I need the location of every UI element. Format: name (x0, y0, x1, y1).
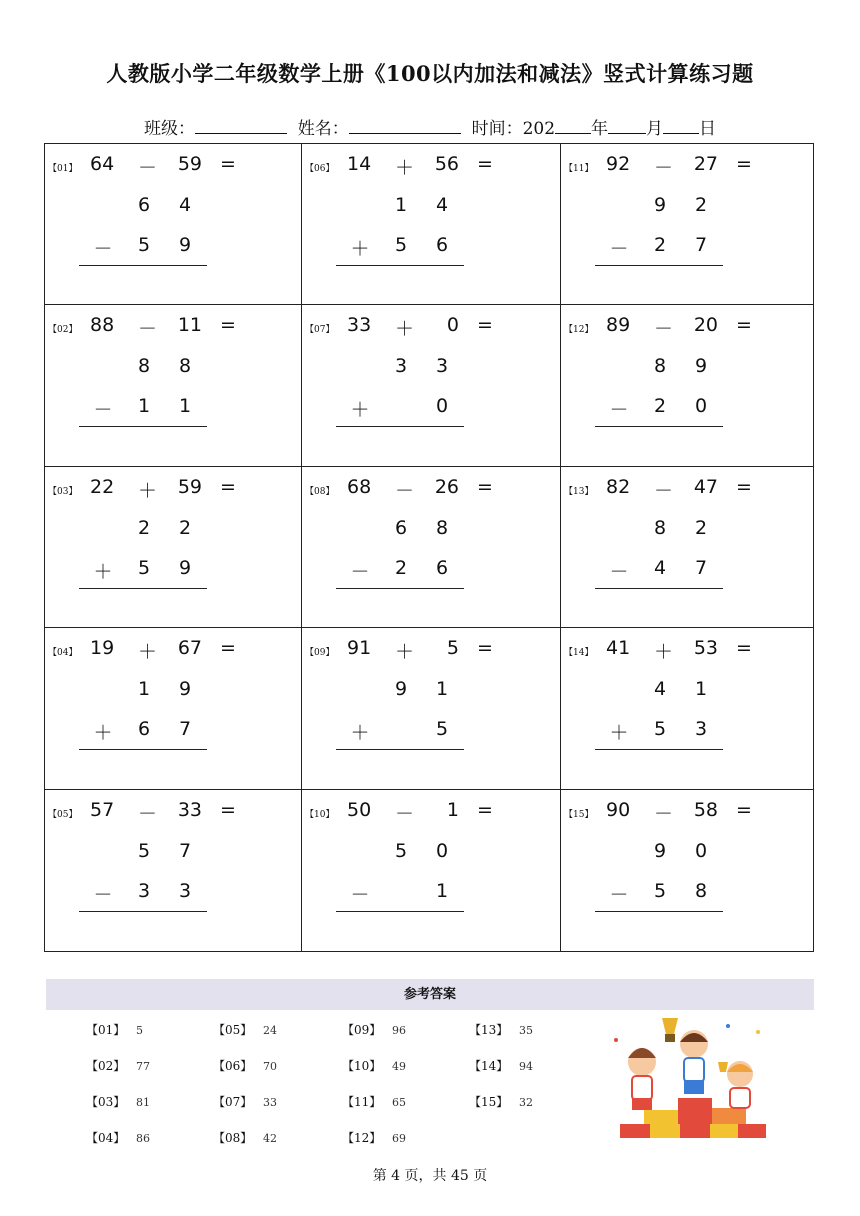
equals-sign: = (736, 475, 752, 498)
problem-grid (44, 143, 814, 952)
equals-sign: = (220, 798, 236, 821)
answer-item (213, 1129, 277, 1146)
vertical-form (336, 194, 464, 274)
problem-number: 【09】 (305, 648, 335, 659)
vertical-row-top (595, 840, 723, 880)
vertical-row-top (595, 194, 723, 234)
answer-value: 81 (136, 1096, 150, 1109)
answer-key: 【08】 (213, 1131, 253, 1145)
digit-tens: 2 (653, 395, 667, 418)
vertical-form (595, 194, 723, 274)
operand-a: 82 (606, 475, 631, 498)
vertical-form (336, 517, 464, 597)
vertical-row-bottom (336, 880, 464, 920)
answer-item (469, 1093, 533, 1110)
answer-line[interactable] (336, 426, 464, 427)
operand-a: 88 (90, 314, 115, 337)
problem-cell (45, 467, 302, 628)
vertical-operator: － (609, 883, 629, 906)
digit-ones: 9 (178, 234, 192, 256)
vertical-row-bottom (336, 395, 464, 435)
answer-value: 5 (136, 1024, 143, 1037)
digit-ones: 6 (435, 234, 449, 256)
answer-key: 【07】 (213, 1095, 253, 1109)
operand-a: 19 (90, 637, 115, 660)
vertical-operator: － (93, 238, 113, 260)
vertical-row-bottom (79, 880, 207, 920)
digit-tens: 4 (653, 678, 667, 701)
digit-tens: 4 (653, 556, 667, 579)
operand-b: 20 (693, 314, 718, 337)
digit-tens: 1 (137, 395, 151, 418)
operator: － (654, 479, 674, 502)
digit-tens: 2 (137, 516, 151, 539)
operand-a: 14 (347, 153, 372, 175)
digit-tens: 6 (137, 718, 151, 741)
day-label: 日 (699, 119, 717, 139)
operand-a: 90 (606, 798, 631, 821)
vertical-operator: － (350, 883, 370, 906)
vertical-row-bottom (595, 718, 723, 758)
problem-cell (302, 628, 561, 789)
answer-key: 【01】 (86, 1023, 126, 1037)
problem-cell (45, 628, 302, 789)
digit-ones: 9 (178, 678, 192, 701)
problem-number: 【04】 (48, 648, 78, 659)
operator: － (395, 802, 415, 825)
vertical-row-top (336, 678, 464, 718)
vertical-operator: － (93, 399, 113, 422)
digit-tens: 9 (394, 678, 408, 701)
vertical-operator: ＋ (93, 722, 113, 745)
equals-sign: = (220, 153, 236, 175)
digit-ones: 0 (694, 839, 708, 862)
answer-line[interactable] (595, 588, 723, 589)
vertical-operator: ＋ (609, 722, 629, 745)
problem-cell (45, 790, 302, 951)
class-label: 班级： (143, 119, 195, 139)
answer-value: 86 (136, 1132, 150, 1145)
problem-number: 【15】 (564, 809, 594, 820)
vertical-row-top (79, 840, 207, 880)
operand-b: 67 (177, 637, 202, 660)
problem-number: 【08】 (305, 486, 335, 497)
vertical-operator: － (609, 238, 629, 260)
operator: － (654, 318, 674, 341)
problem-number: 【12】 (564, 325, 594, 336)
operator: ＋ (138, 479, 158, 502)
problem-number: 【02】 (48, 325, 78, 336)
digit-ones: 1 (435, 879, 449, 902)
problem-cell (561, 790, 813, 951)
answer-key: 【10】 (342, 1059, 382, 1073)
problem-cell (45, 144, 302, 305)
vertical-row-top (595, 355, 723, 395)
vertical-row-top (79, 517, 207, 557)
vertical-form (79, 355, 207, 435)
answer-line[interactable] (79, 749, 207, 750)
answer-value: 32 (519, 1096, 533, 1109)
answer-item (342, 1093, 406, 1110)
answer-line[interactable] (336, 588, 464, 589)
problem-number: 【14】 (564, 648, 594, 659)
time-label: 时间：202 (471, 119, 556, 139)
digit-ones: 7 (694, 234, 708, 256)
digit-tens: 3 (394, 355, 408, 378)
vertical-form (595, 840, 723, 920)
answer-value: 33 (263, 1096, 277, 1109)
digit-ones: 9 (694, 355, 708, 378)
answer-line[interactable] (336, 911, 464, 912)
page-title: 人教版小学二年级数学上册《100以内加法和减法》竖式计算练习题 (106, 61, 754, 86)
digit-ones: 7 (178, 839, 192, 862)
answer-key: 【03】 (86, 1095, 126, 1109)
digit-tens: 2 (653, 234, 667, 256)
vertical-form (336, 678, 464, 758)
answer-key: 【13】 (469, 1023, 509, 1037)
name-label: 姓名： (297, 119, 349, 139)
digit-ones: 8 (178, 355, 192, 378)
vertical-row-bottom (595, 234, 723, 274)
problem-cell (302, 305, 561, 466)
answer-value: 70 (263, 1060, 277, 1073)
digit-ones: 3 (435, 355, 449, 378)
answer-line[interactable] (79, 911, 207, 912)
operand-a: 50 (347, 798, 372, 821)
vertical-form (595, 678, 723, 758)
operator: － (138, 318, 158, 341)
problem-number: 【11】 (564, 164, 594, 174)
equals-sign: = (220, 637, 236, 660)
answer-key: 【14】 (469, 1059, 509, 1073)
answer-value: 94 (519, 1060, 533, 1073)
answer-key: 【12】 (342, 1131, 382, 1145)
digit-tens: 5 (137, 839, 151, 862)
operator: － (395, 479, 415, 502)
problem-cell (561, 305, 813, 466)
digit-ones: 4 (435, 194, 449, 216)
problem-cell (302, 790, 561, 951)
vertical-row-top (79, 355, 207, 395)
problem-number: 【07】 (305, 325, 335, 336)
vertical-row-bottom (336, 718, 464, 758)
operator: ＋ (395, 318, 415, 341)
operand-b: 26 (434, 475, 459, 498)
answer-line[interactable] (79, 588, 207, 589)
answer-item (213, 1021, 277, 1038)
digit-ones: 8 (694, 879, 708, 902)
digit-tens: 8 (653, 516, 667, 539)
vertical-operator: ＋ (93, 560, 113, 583)
equals-sign: = (736, 798, 752, 821)
operand-a: 68 (347, 475, 372, 498)
problem-number: 【10】 (305, 809, 335, 820)
digit-ones: 1 (178, 395, 192, 418)
digit-tens: 6 (394, 516, 408, 539)
digit-tens: 1 (137, 678, 151, 701)
operand-b: 53 (693, 637, 718, 660)
operand-b: 59 (177, 475, 202, 498)
answer-value: 65 (392, 1096, 406, 1109)
digit-tens: 8 (653, 355, 667, 378)
digit-ones: 1 (694, 678, 708, 701)
vertical-operator: ＋ (350, 399, 370, 422)
vertical-row-top (79, 678, 207, 718)
operand-b: 33 (177, 798, 202, 821)
vertical-row-bottom (595, 395, 723, 435)
answer-line[interactable] (336, 265, 464, 266)
vertical-row-bottom (79, 234, 207, 274)
operand-a: 89 (606, 314, 631, 337)
digit-ones: 7 (178, 718, 192, 741)
year-blank[interactable] (555, 116, 591, 134)
problem-number: 【13】 (564, 486, 594, 497)
equals-sign: = (220, 475, 236, 498)
vertical-form (79, 517, 207, 597)
equals-sign: = (477, 314, 493, 337)
digit-tens: 1 (394, 194, 408, 216)
problem-cell (561, 628, 813, 789)
operand-b: 1 (446, 798, 459, 821)
answer-value: 96 (392, 1024, 406, 1037)
vertical-form (79, 194, 207, 274)
digit-tens: 9 (653, 194, 667, 216)
equals-sign: = (477, 798, 493, 821)
vertical-operator: ＋ (350, 722, 370, 745)
vertical-form (79, 678, 207, 758)
vertical-form (595, 517, 723, 597)
year-label: 年 (591, 119, 609, 139)
answer-item (86, 1057, 150, 1074)
name-blank[interactable] (349, 116, 461, 134)
problem-cell (302, 467, 561, 628)
answer-item (86, 1129, 150, 1146)
vertical-row-bottom (336, 557, 464, 597)
operand-b: 27 (693, 153, 718, 175)
equals-sign: = (477, 637, 493, 660)
problem-number: 【01】 (48, 164, 78, 174)
operand-a: 92 (606, 153, 631, 175)
answer-item (213, 1057, 277, 1074)
digit-ones: 2 (694, 516, 708, 539)
vertical-form (595, 355, 723, 435)
operand-b: 0 (446, 314, 459, 337)
month-label: 月 (646, 119, 664, 139)
vertical-operator: － (93, 883, 113, 906)
digit-ones: 1 (435, 678, 449, 701)
digit-ones: 4 (178, 194, 192, 216)
month-blank[interactable] (608, 116, 646, 134)
equals-sign: = (736, 153, 752, 175)
digit-ones: 0 (435, 839, 449, 862)
answer-key: 【15】 (469, 1095, 509, 1109)
equals-sign: = (220, 314, 236, 337)
digit-tens: 5 (653, 879, 667, 902)
answer-key: 【04】 (86, 1131, 126, 1145)
equals-sign: = (477, 153, 493, 175)
operator: － (654, 802, 674, 825)
operand-a: 41 (606, 637, 631, 660)
operand-a: 33 (347, 314, 372, 337)
operator: － (138, 157, 158, 179)
answer-key: 【05】 (213, 1023, 253, 1037)
digit-tens: 5 (137, 234, 151, 256)
answer-line[interactable] (595, 265, 723, 266)
operand-b: 5 (446, 637, 459, 660)
vertical-row-bottom (79, 718, 207, 758)
vertical-operator: － (609, 560, 629, 583)
answer-value: 35 (519, 1024, 533, 1037)
vertical-row-top (595, 517, 723, 557)
answer-heading: 参考答案 (46, 979, 814, 1010)
vertical-row-top (79, 194, 207, 234)
answer-item (469, 1021, 533, 1038)
answer-key: 【09】 (342, 1023, 382, 1037)
vertical-row-bottom (595, 880, 723, 920)
digit-tens: 2 (394, 556, 408, 579)
vertical-form (79, 840, 207, 920)
equals-sign: = (736, 314, 752, 337)
operand-b: 58 (693, 798, 718, 821)
equals-sign: = (736, 637, 752, 660)
operator: ＋ (395, 157, 415, 179)
answer-key: 【02】 (86, 1059, 126, 1073)
vertical-row-bottom (79, 557, 207, 597)
digit-ones: 3 (178, 879, 192, 902)
operator: ＋ (395, 641, 415, 664)
digit-ones: 8 (435, 516, 449, 539)
answer-line[interactable] (79, 426, 207, 427)
problem-cell (561, 144, 813, 305)
digit-tens: 5 (394, 839, 408, 862)
answer-line[interactable] (595, 911, 723, 912)
answer-line[interactable] (79, 265, 207, 266)
operand-a: 91 (347, 637, 372, 660)
digit-ones: 2 (178, 516, 192, 539)
answer-item (469, 1057, 533, 1074)
answer-value: 77 (136, 1060, 150, 1073)
digit-tens: 6 (137, 194, 151, 216)
answer-item (213, 1093, 277, 1110)
vertical-row-top (595, 678, 723, 718)
operator: － (138, 802, 158, 825)
vertical-operator: ＋ (350, 238, 370, 260)
answer-key: 【06】 (213, 1059, 253, 1073)
answer-item (342, 1129, 406, 1146)
problem-number: 【03】 (48, 486, 78, 497)
digit-ones: 0 (435, 395, 449, 418)
digit-tens: 5 (137, 556, 151, 579)
digit-ones: 7 (694, 556, 708, 579)
vertical-row-bottom (595, 557, 723, 597)
problem-cell (302, 144, 561, 305)
answer-value: 42 (263, 1132, 277, 1145)
digit-ones: 2 (694, 194, 708, 216)
operand-a: 22 (90, 475, 115, 498)
operand-b: 47 (693, 475, 718, 498)
problem-number: 【05】 (48, 809, 78, 820)
operand-a: 57 (90, 798, 115, 821)
digit-ones: 5 (435, 718, 449, 741)
digit-tens: 8 (137, 355, 151, 378)
kids-podium-trophy-icon (608, 1012, 776, 1142)
answer-item (86, 1021, 143, 1038)
vertical-row-top (336, 517, 464, 557)
answer-item (86, 1093, 150, 1110)
answer-line[interactable] (595, 749, 723, 750)
answer-line[interactable] (595, 426, 723, 427)
vertical-row-bottom (79, 395, 207, 435)
vertical-form (336, 355, 464, 435)
answer-item (342, 1021, 406, 1038)
operand-b: 59 (177, 153, 202, 175)
operator: ＋ (138, 641, 158, 664)
operator: ＋ (654, 641, 674, 664)
digit-ones: 0 (694, 395, 708, 418)
digit-tens: 5 (653, 718, 667, 741)
digit-ones: 6 (435, 556, 449, 579)
digit-ones: 3 (694, 718, 708, 741)
digit-tens: 3 (137, 879, 151, 902)
digit-ones: 9 (178, 556, 192, 579)
vertical-form (336, 840, 464, 920)
answer-line[interactable] (336, 749, 464, 750)
answer-value: 69 (392, 1132, 406, 1145)
operand-a: 64 (90, 153, 115, 175)
page-footer: 第 4 页，共 45 页 (372, 1168, 488, 1184)
answer-value: 24 (263, 1024, 277, 1037)
vertical-row-bottom (336, 234, 464, 274)
digit-tens: 5 (394, 234, 408, 256)
student-info-line (0, 114, 860, 139)
operand-b: 56 (434, 153, 459, 175)
digit-tens: 9 (653, 839, 667, 862)
vertical-row-top (336, 355, 464, 395)
answer-value: 49 (392, 1060, 406, 1073)
vertical-row-top (336, 840, 464, 880)
class-blank[interactable] (195, 116, 287, 134)
operand-b: 11 (177, 314, 202, 337)
problem-cell (561, 467, 813, 628)
vertical-operator: － (609, 399, 629, 422)
answer-key: 【11】 (342, 1095, 382, 1109)
vertical-row-top (336, 194, 464, 234)
problem-cell (45, 305, 302, 466)
operator: － (654, 157, 674, 179)
equals-sign: = (477, 475, 493, 498)
problem-number: 【06】 (305, 164, 335, 174)
answer-item (342, 1057, 406, 1074)
day-blank[interactable] (663, 116, 699, 134)
vertical-operator: － (350, 560, 370, 583)
